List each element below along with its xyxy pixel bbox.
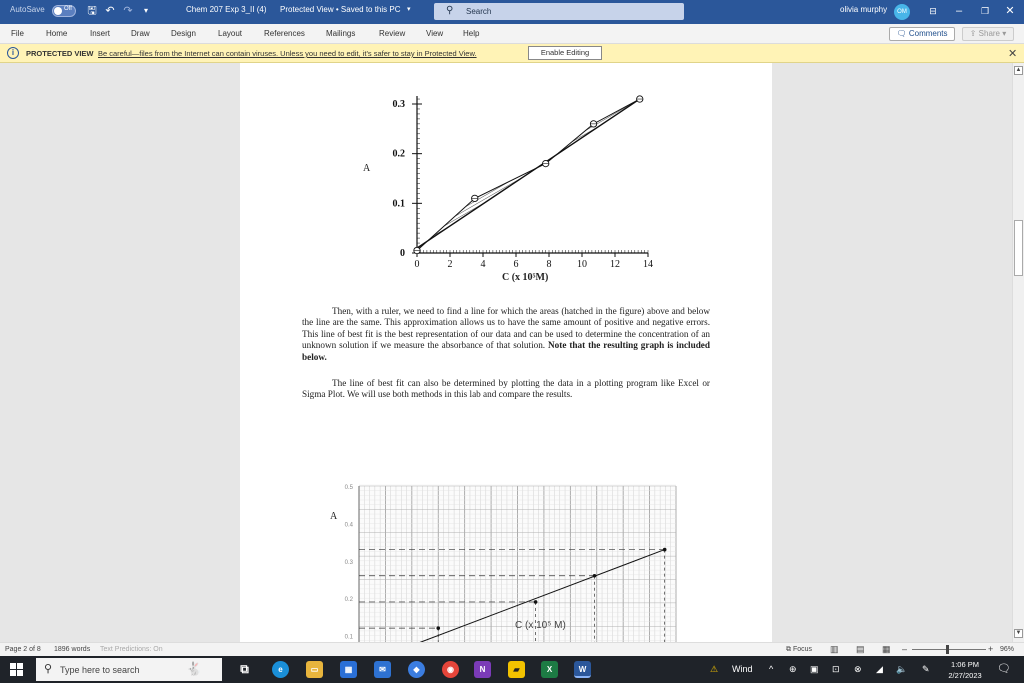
save-icon[interactable]: 🖫: [87, 5, 97, 17]
tab-layout[interactable]: Layout: [218, 29, 243, 38]
chart1-x-tick-label: 8: [546, 259, 552, 270]
zoom-out-icon[interactable]: –: [902, 644, 908, 654]
chart2-y-axis-label: A: [330, 511, 338, 522]
tab-review[interactable]: Review: [379, 29, 406, 38]
show-hidden-icons-icon[interactable]: ^: [769, 664, 774, 674]
tab-mailings[interactable]: Mailings: [326, 29, 356, 38]
chart1-y-tick-label: 0.3: [392, 99, 405, 110]
status-chevron-down-icon[interactable]: ▾: [407, 6, 411, 13]
taskbar: [0, 656, 1024, 683]
wifi-icon[interactable]: ◢: [876, 664, 883, 674]
close-icon[interactable]: ✕: [1008, 48, 1018, 60]
store-icon[interactable]: ▦: [340, 661, 357, 678]
document-page[interactable]: [240, 63, 772, 642]
tab-view[interactable]: View: [426, 29, 444, 38]
clock[interactable]: [944, 659, 986, 681]
chart1-y-tick-label: 0.2: [392, 148, 405, 160]
file-explorer-icon[interactable]: ▭: [306, 661, 323, 678]
tab-file[interactable]: File: [11, 29, 24, 38]
chart-hatched-best-fit: [240, 63, 772, 283]
document-area[interactable]: [0, 63, 1012, 642]
onenote-icon[interactable]: N: [474, 661, 491, 678]
tab-draw[interactable]: Draw: [131, 29, 150, 38]
chart1-x-tick-label: 10: [577, 259, 587, 270]
task-view-icon[interactable]: ⧉: [240, 662, 249, 676]
redo-icon[interactable]: ↷: [123, 5, 133, 17]
edge-icon[interactable]: e: [272, 661, 289, 678]
excel-icon[interactable]: X: [541, 661, 558, 678]
paragraph1-bold-note: Note that the resulting graph is included below.: [302, 340, 710, 362]
tab-help[interactable]: Help: [463, 29, 480, 38]
chart2-y-tick-label: 0.4: [344, 522, 353, 529]
word-count[interactable]: 1896 words: [54, 646, 91, 653]
taskbar-search-placeholder: Type here to search: [60, 665, 140, 675]
search-icon: ⚲: [44, 663, 53, 675]
focus-label: Focus: [792, 646, 813, 653]
close-icon[interactable]: ✕: [1005, 5, 1015, 17]
chart-graph-paper: [240, 412, 772, 642]
chart1-y-axis-label: A: [363, 163, 371, 174]
device-icon[interactable]: ▣: [810, 664, 819, 674]
network-adapter-icon[interactable]: ⊕: [789, 664, 797, 674]
menu-bar: [0, 24, 1024, 44]
paragraph1-text: Then, with a ruler, we need to find a line for which the areas (hatched in the figure) above and below the line are the same. This approximation allows us to have the same amount of positive and negative errors. This line of best fit is the best representation of our data and can be used to determine the concentration of an unknown solution if we measure the absorbance of that solution.: [302, 306, 710, 351]
protected-view-title: PROTECTED VIEW: [26, 49, 94, 58]
tab-insert[interactable]: Insert: [90, 29, 111, 38]
text-predictions-status[interactable]: Text Predictions: On: [100, 646, 163, 653]
share-label: Share: [978, 29, 1001, 38]
undo-icon[interactable]: ↶: [105, 5, 115, 17]
focus-icon: ⧉: [786, 646, 791, 653]
zoom-slider-handle[interactable]: [946, 645, 949, 654]
chart1-x-tick-label: 0: [414, 259, 420, 270]
chart1-x-tick-label: 2: [447, 259, 453, 270]
toggle-knob: [54, 7, 62, 15]
chart2-y-tick-label: 0.2: [344, 597, 353, 604]
scroll-down-icon[interactable]: ▼: [1015, 630, 1022, 636]
chart1-y-tick-label: 0.1: [392, 198, 405, 210]
user-name[interactable]: olivia murphy: [840, 5, 888, 14]
title-bar: [0, 0, 1024, 24]
share-icon: ⇪: [969, 29, 977, 38]
notifications-icon[interactable]: 🗨: [997, 663, 1011, 675]
status-bar: [0, 642, 1024, 656]
cortana-icon[interactable]: ◆: [408, 661, 425, 678]
restore-icon[interactable]: ❐: [980, 6, 990, 16]
scroll-up-icon[interactable]: ▲: [1015, 67, 1022, 73]
share-chevron-down-icon: ▾: [1002, 29, 1007, 38]
chart1-y-tick-label: 0: [400, 248, 405, 259]
search-placeholder: Search: [466, 7, 492, 16]
autosave-state: Off: [64, 6, 72, 12]
protected-view-message[interactable]: Be careful—files from the Internet can contain viruses. Unless you need to edit, it's safer to stay in Protected View.: [98, 49, 477, 58]
comment-icon: 🗨: [896, 29, 907, 38]
weather-warning-icon[interactable]: ⚠: [710, 664, 719, 674]
paragraph-best-fit-description: [302, 306, 710, 363]
chart2-data-point: [663, 548, 667, 552]
search-highlight-icon: 🐇: [186, 661, 203, 676]
info-icon: i: [7, 47, 19, 59]
zoom-slider-track[interactable]: [912, 649, 986, 650]
vertical-scrollbar[interactable]: [1012, 63, 1024, 642]
focus-button[interactable]: [786, 646, 812, 654]
print-layout-icon[interactable]: ▤: [856, 644, 865, 654]
page-count[interactable]: Page 2 of 8: [5, 646, 41, 653]
protected-view-bar: [0, 44, 1024, 63]
scroll-thumb[interactable]: [1014, 220, 1023, 276]
document-title: Chem 207 Exp 3_II (4): [186, 5, 267, 14]
tab-design[interactable]: Design: [171, 29, 196, 38]
mail-icon[interactable]: ✉: [374, 661, 391, 678]
zoom-level[interactable]: 96%: [1000, 646, 1015, 653]
autosave-toggle[interactable]: [52, 5, 76, 17]
chart1-best-fit-line: [417, 99, 640, 248]
zoom-in-icon[interactable]: +: [988, 644, 994, 654]
search-box[interactable]: [434, 3, 684, 20]
minimize-icon[interactable]: –: [955, 5, 963, 17]
chrome-icon[interactable]: ◉: [442, 661, 459, 678]
tab-home[interactable]: Home: [46, 29, 68, 38]
chart2-data-point: [534, 600, 538, 604]
avatar[interactable]: OM: [894, 4, 910, 20]
clock-time: 1:06 PM: [951, 660, 979, 669]
chart1-x-tick-label: 4: [480, 259, 486, 270]
paragraph-plotting-program: [302, 378, 710, 401]
enable-editing-button[interactable]: Enable Editing: [528, 46, 602, 60]
sticky-notes-icon[interactable]: ▰: [508, 661, 525, 678]
pen-icon[interactable]: ✎: [922, 664, 930, 674]
autosave-label: AutoSave: [10, 5, 45, 14]
clock-date: 2/27/2023: [948, 671, 982, 680]
paragraph2-text: The line of best fit can also be determined by plotting the data in a plotting program like Excel or Sigma Plot. We will use both methods in this lab and compare the results.: [302, 378, 710, 400]
word-icon[interactable]: W: [574, 661, 591, 678]
chart2-y-tick-label: 0.1: [344, 634, 353, 641]
read-mode-icon[interactable]: ▥: [830, 644, 839, 654]
customize-quick-access-icon[interactable]: ▾: [143, 6, 148, 15]
chart1-x-axis-label: C (x 10⁵M): [502, 272, 549, 283]
chart1-x-tick-label: 6: [513, 259, 519, 270]
chart2-data-point: [593, 574, 597, 578]
ribbon-display-icon[interactable]: ⊟: [929, 6, 937, 16]
comments-button[interactable]: [889, 27, 955, 41]
comments-label: Comments: [908, 29, 948, 38]
chart1-x-tick-label: 14: [643, 259, 653, 270]
tab-references[interactable]: References: [264, 29, 305, 38]
windows-start-icon[interactable]: [10, 663, 23, 676]
taskbar-search-box[interactable]: [36, 658, 222, 681]
search-icon: ⚲: [446, 5, 454, 16]
monitor-icon[interactable]: ⊡: [832, 664, 840, 674]
chart1-x-tick-label: 12: [610, 259, 620, 270]
edge-tray-icon[interactable]: ⊗: [854, 664, 862, 674]
chart2-data-point: [436, 626, 440, 630]
share-button[interactable]: [962, 27, 1014, 41]
chart2-x-axis-label: C (x 10⁵ M): [515, 620, 566, 631]
document-status[interactable]: Protected View • Saved to this PC: [280, 5, 401, 14]
web-layout-icon[interactable]: ▦: [882, 644, 891, 654]
weather-label[interactable]: Wind: [732, 664, 753, 674]
chart2-y-tick-label: 0.5: [344, 485, 353, 491]
chart2-y-tick-label: 0.3: [344, 559, 353, 566]
volume-icon[interactable]: 🔈: [896, 664, 908, 674]
